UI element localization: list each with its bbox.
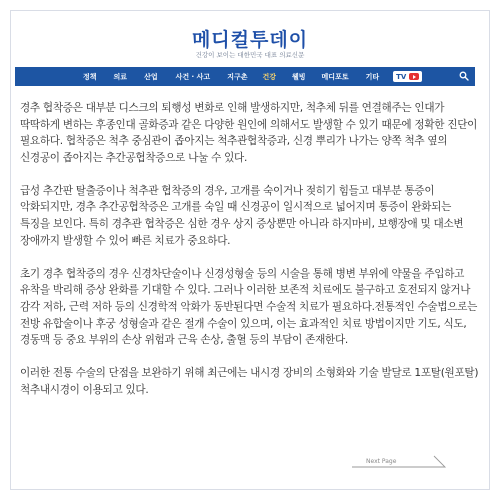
tv-button[interactable] (393, 71, 422, 82)
main-nav-bar (15, 67, 475, 86)
nav-item-etc[interactable]: 기타 (365, 72, 380, 81)
article-paragraph: 급성 추간판 탈출증이나 척추관 협착증의 경우, 고개를 숙이거나 젖히기 힘들고 대부분 통증이 악화되지만, 경추 추간공협착증은 고개를 숙일 때 신경공이 일시적으로 넓어지며 통증이 완화되는 특징을 보인다. 특히 경추관 협착증은 심한 경우 상지 증상뿐만 아니라 하지마비, 보행장애 및 대소변 장애까지 발생할 수 있어 빠른 치료가 중요하다. (20, 184, 464, 247)
site-tagline: 건강이 보이는 대한민국 대표 의료신문 (195, 51, 305, 59)
search-icon[interactable] (459, 71, 469, 81)
article-paragraph: 이러한 전통 수술의 단점을 보완하기 위해 최근에는 내시경 장비의 소형화와 기술 발달로 1포탈(원포탈) 척추내시경이 이용되고 있다. (20, 367, 479, 396)
nav-item-global[interactable]: 지구촌 (227, 72, 248, 81)
masthead (11, 11, 489, 67)
nav-item-incidents[interactable]: 사건 · 사고 (175, 72, 211, 81)
tv-label: TV (396, 72, 407, 81)
article-body (20, 100, 482, 415)
next-page-link[interactable] (350, 450, 462, 470)
article-paragraph: 경추 협착증은 대부분 디스크의 퇴행성 변화로 인해 발생하지만, 척추체 뒤를 연결해주는 인대가 딱딱하게 변하는 후종인대 골화증과 같은 다양한 원인에 의해서도 발생할 수 있기 때문에 정확한 진단이 필요하다. 협착증은 척추 중심관이 좁아지는 척추관협착증과, 신경 뿌리가 나가는 양쪽 척추 옆의 신경공이 좁아지는 추간공협착증으로 나눌 수 있다. (20, 102, 478, 164)
nav-item-medical[interactable]: 의료 (113, 72, 128, 81)
nav-item-wellbeing[interactable]: 웰빙 (292, 72, 306, 81)
next-page-label: Next Page (366, 458, 397, 465)
nav-item-health[interactable]: 건강 (262, 72, 277, 81)
nav-item-mediphoto[interactable]: 메디포토 (321, 72, 349, 81)
nav-item-policy[interactable]: 정책 (83, 72, 97, 81)
article-paragraph: 초기 경추 협착증의 경우 신경차단술이나 신경성형술 등의 시술을 통해 병변 부위에 약물을 주입하고 유착을 박리해 증상 완화를 기대할 수 있다. 그러나 이러한 보존적 치료에도 불구하고 호전되지 않거나 감각 저하, 근력 저하 등의 신경학적 악화가 동반된다면 수술적 치료가 필요하다.전통적인 수술법으로는 전방 유합술이나 후궁 성형술과 같은 절개 수술이 있으며, 이는 효과적인 치료 방법이지만 기도, 식도, 경동맥 등 중요 부위의 손상 위험과 근육 손상, 출혈 등의 부담이 존재한다. (20, 267, 478, 347)
play-icon (409, 73, 419, 80)
nav-item-industry[interactable]: 산업 (144, 72, 158, 81)
site-logo[interactable]: 메디컬투데이 (191, 29, 309, 51)
